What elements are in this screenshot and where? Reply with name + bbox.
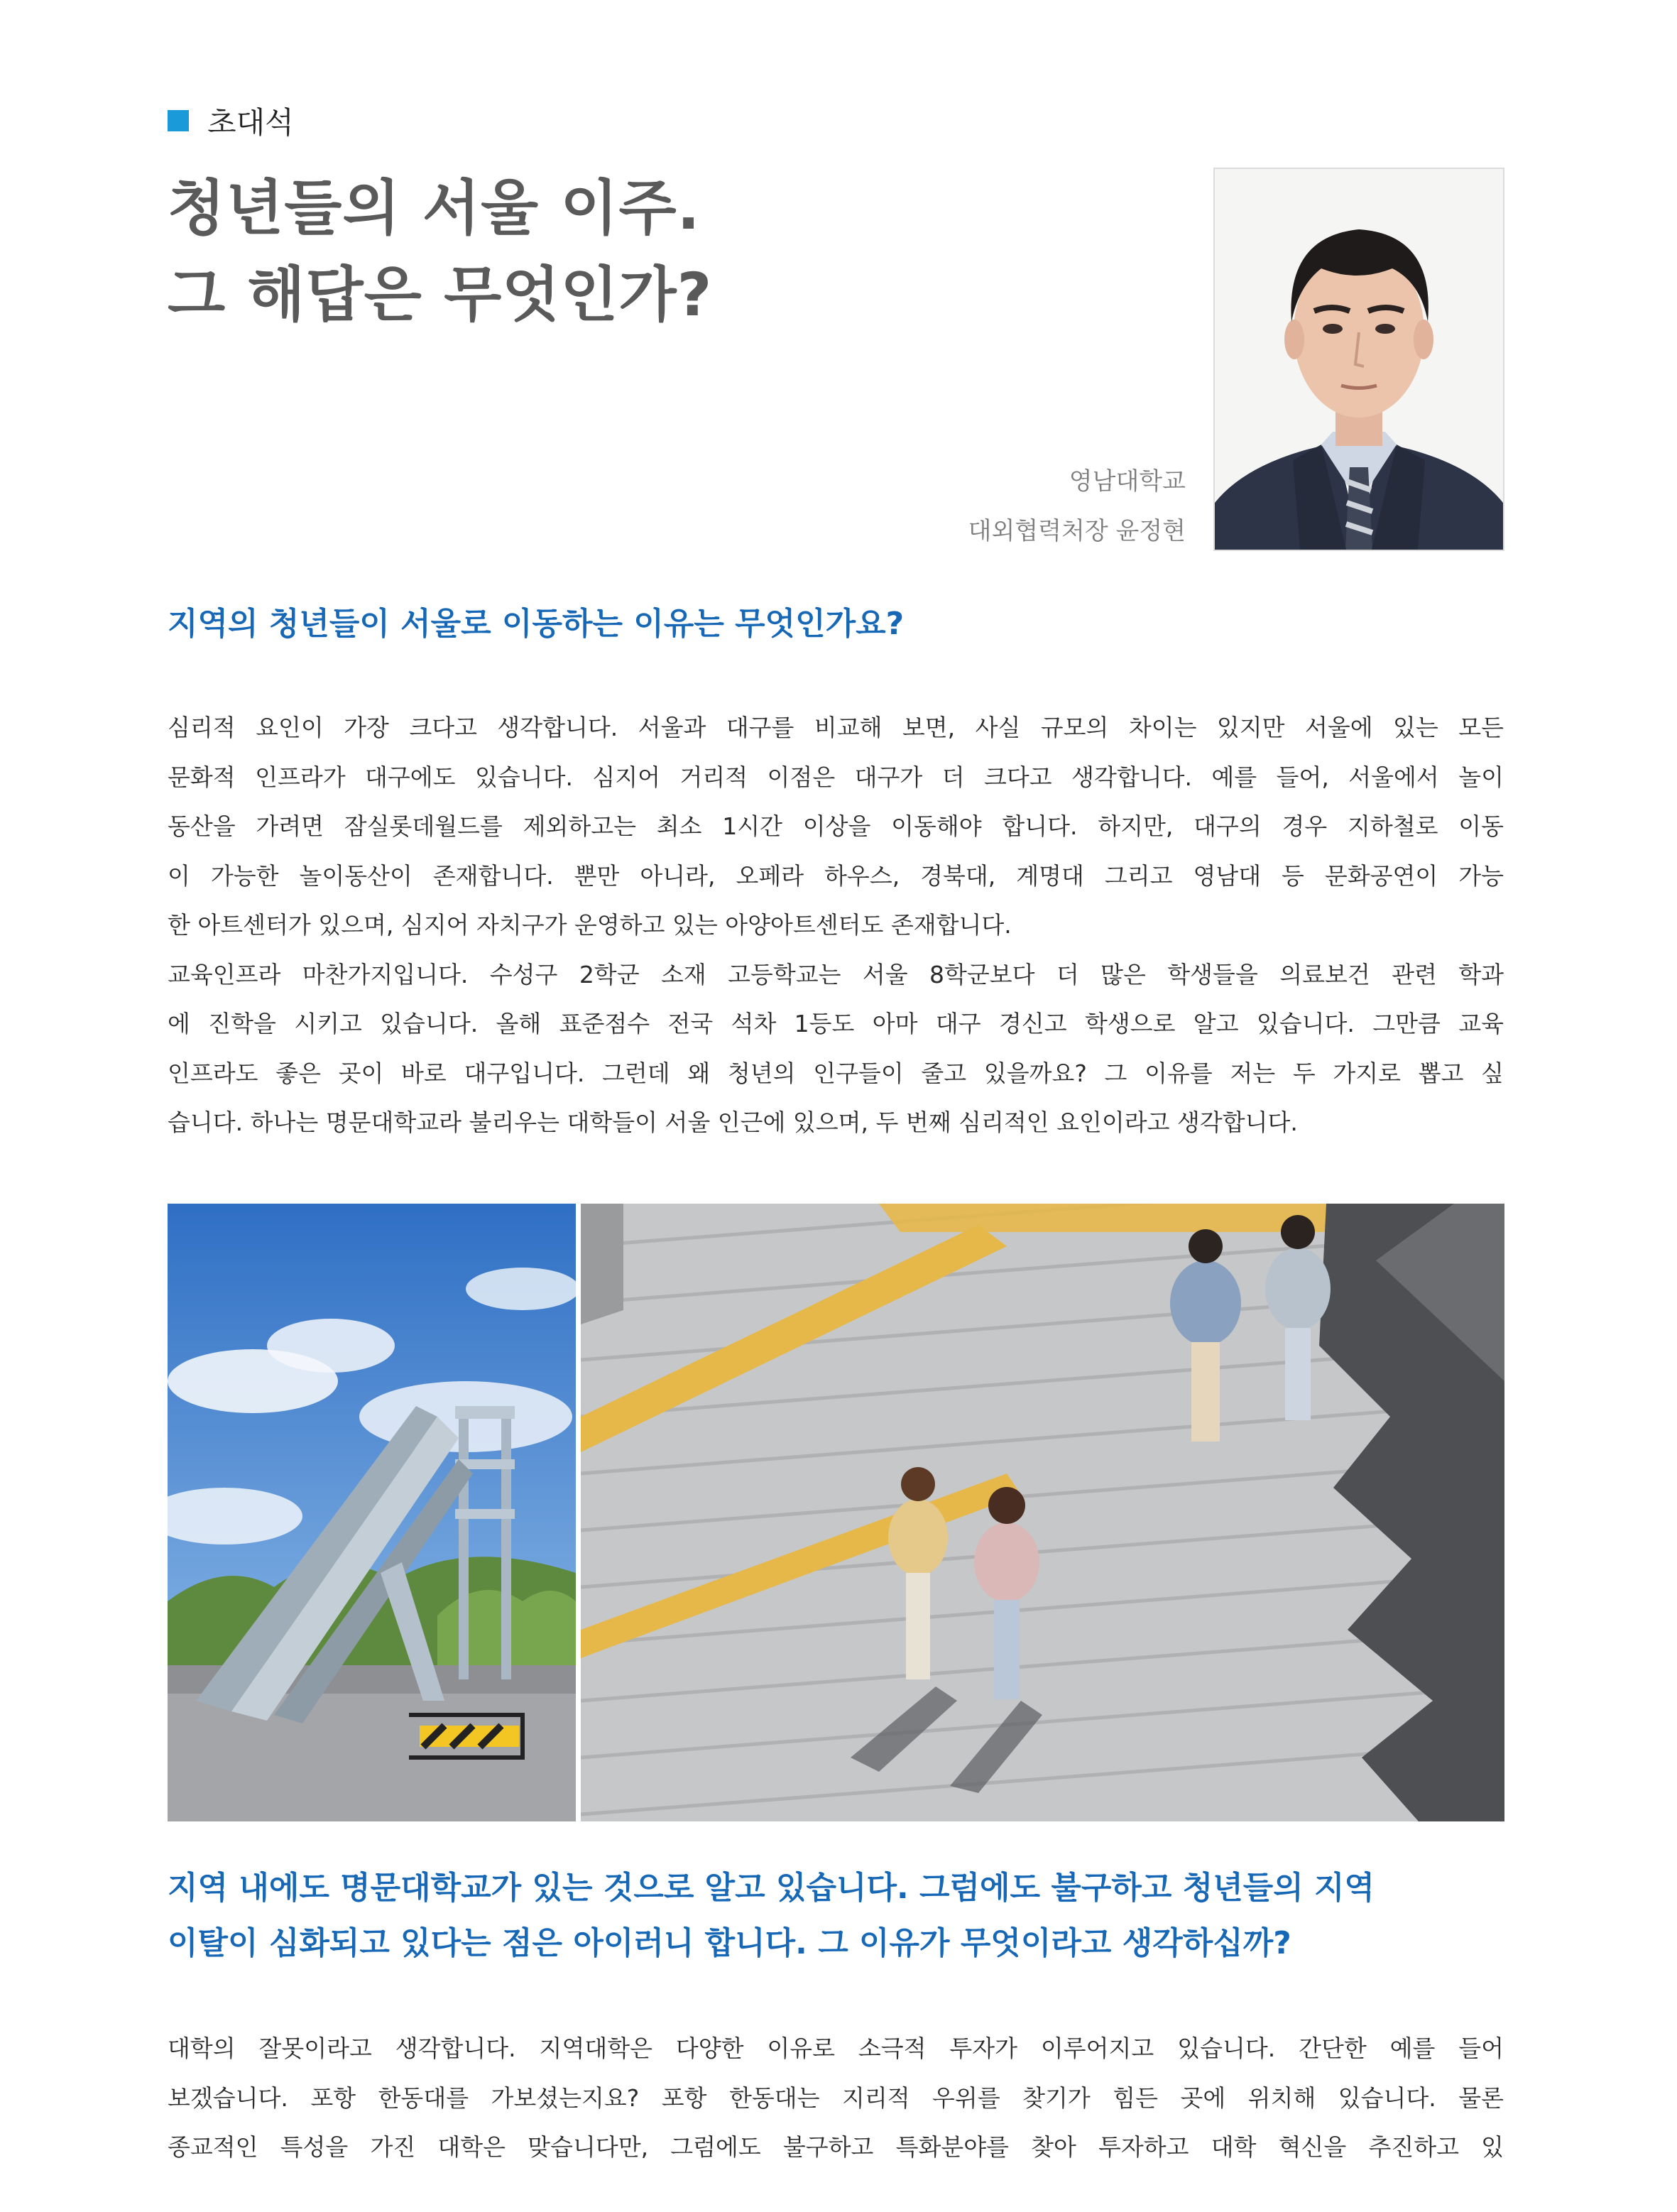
title-line-1: 청년들의 서울 이주. <box>168 173 701 243</box>
answer-line: 한 아트센터가 있으며, 심지어 자치구가 운영하고 있는 아양아트센터도 존재합니다. <box>168 911 1012 939</box>
author-position: 대외협력처장 윤정현 <box>968 517 1186 545</box>
answer-line: 교육인프라 마찬가지입니다. 수성구 2학군 소재 고등학교는 서울 8학군보다 더 많은 학생들을 의료보건 관련 학과 <box>168 960 1504 988</box>
answer-line: 문화적 인프라가 대구에도 있습니다. 심지어 거리적 이점은 대구가 더 크다고 생각합니다. 예를 들어, 서울에서 놀이 <box>168 763 1504 791</box>
students-stairs-illustration <box>581 1204 1504 1821</box>
portrait-illustration <box>1215 169 1503 550</box>
interview-answer-1 <box>168 703 1504 1148</box>
answer-line: 종교적인 특성을 가진 대학은 맞습니다만, 그럼에도 불구하고 특화분야를 찾아 투자하고 대학 혁신을 추진하고 있 <box>168 2133 1504 2161</box>
answer-line: 동산을 가려면 잠실롯데월드를 제외하고는 최소 1시간 이상을 이동해야 합니다. 하지만, 대구의 경우 지하철로 이동 <box>168 812 1504 840</box>
author-affiliation: 영남대학교 <box>1069 467 1186 496</box>
answer-line: 습니다. 하나는 명문대학교라 불리우는 대학들이 서울 인근에 있으며, 두 번째 심리적인 요인이라고 생각합니다. <box>168 1108 1298 1136</box>
interview-question-1 <box>168 596 904 652</box>
answer-line: 이 가능한 놀이동산이 존재합니다. 뿐만 아니라, 오페라 하우스, 경북대, 계명대 그리고 영남대 등 문화공연이 가능 <box>168 861 1504 890</box>
question-line: 지역 내에도 명문대학교가 있는 것으로 알고 있습니다. 그럼에도 불구하고 청년들의 지역 <box>168 1870 1375 1906</box>
section-label: 초대석 <box>207 105 294 140</box>
interview-answer-2 <box>168 2024 1504 2172</box>
section-tag <box>168 99 294 142</box>
interview-question-2 <box>168 1860 1375 1971</box>
answer-line: 심리적 요인이 가장 크다고 생각합니다. 서울과 대구를 비교해 보면, 사실 규모의 차이는 있지만 서울에 있는 모든 <box>168 714 1504 741</box>
answer-line: 에 진학을 시키고 있습니다. 올해 표준점수 전국 석차 1등도 아마 대구 경신고 학생으로 알고 있습니다. 그만큼 교육 <box>168 1010 1504 1037</box>
campus-gate-illustration <box>168 1204 576 1821</box>
section-marker-icon <box>168 110 189 131</box>
author-portrait <box>1213 168 1504 551</box>
students-stairs-photo <box>581 1204 1504 1821</box>
question-line: 이탈이 심화되고 있다는 점은 아이러니 합니다. 그 이유가 무엇이라고 생각하십까? <box>168 1925 1291 1961</box>
title-line-2: 그 해답은 무엇인가? <box>168 260 713 329</box>
article-title <box>168 165 712 338</box>
question-line: 지역의 청년들이 서울로 이동하는 이유는 무엇인가요? <box>168 606 905 642</box>
answer-line: 보겠습니다. 포항 한동대를 가보셨는지요? 포항 한동대는 지리적 우위를 찾기가 힘든 곳에 위치해 있습니다. 물론 <box>168 2083 1504 2112</box>
answer-line: 대학의 잘못이라고 생각합니다. 지역대학은 다양한 이유로 소극적 투자가 이루어지고 있습니다. 간단한 예를 들어 <box>168 2034 1504 2062</box>
campus-gate-photo <box>168 1204 576 1821</box>
answer-line: 인프라도 좋은 곳이 바로 대구입니다. 그런데 왜 청년의 인구들이 줄고 있을까요? 그 이유를 저는 두 가지로 뽑고 싶 <box>168 1059 1504 1087</box>
